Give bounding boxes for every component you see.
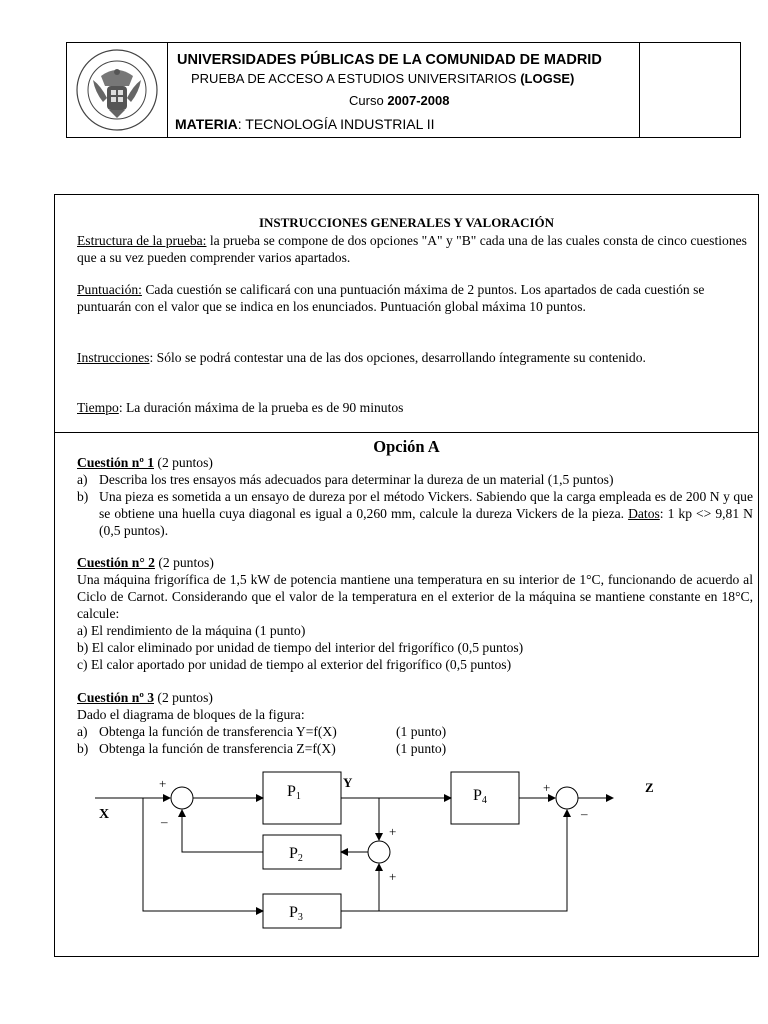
sum-junction-1 bbox=[171, 787, 193, 809]
q3-heading bbox=[77, 689, 753, 706]
q1-heading bbox=[77, 454, 753, 471]
sum1-plus-sign: + bbox=[159, 776, 167, 791]
p2-subscript: 2 bbox=[297, 853, 303, 864]
p1-subscript: 1 bbox=[295, 791, 301, 802]
q2-a: a) El rendimiento de la máquina (1 punto) bbox=[77, 623, 306, 638]
p2-label bbox=[289, 845, 303, 864]
option-a-title: Opción A bbox=[373, 437, 440, 456]
tiempo-label: Tiempo bbox=[77, 400, 119, 415]
puntuacion-paragraph bbox=[77, 281, 753, 315]
q1-a-text: Describa los tres ensayos más adecuados para determinar la dureza de un material (1,5 puntos) bbox=[99, 472, 614, 487]
q3-title: Cuestión nº 3 bbox=[77, 690, 155, 705]
q3-a-points: (1 punto) bbox=[396, 724, 447, 739]
q1-b-datos: : 1 kp <> 9,81 N (0,5 puntos). bbox=[99, 506, 753, 538]
tiempo-text: : La duración máxima de la prueba es de 90 minutos bbox=[118, 400, 404, 415]
q1-b-text bbox=[99, 488, 753, 539]
q1-b-datos-label: Datos bbox=[628, 506, 660, 521]
tiempo-paragraph bbox=[77, 399, 753, 416]
p3-to-sum2-arrow bbox=[341, 864, 379, 911]
p2-letter: P bbox=[289, 845, 298, 862]
exam-body bbox=[54, 194, 759, 957]
curso-value: 2007-2008 bbox=[387, 93, 450, 108]
q3-a-text: Obtenga la función de transferencia Y=f(X) bbox=[99, 724, 337, 739]
label-y: Y bbox=[343, 775, 353, 790]
q3-b-text: Obtenga la función de transferencia Z=f(X) bbox=[99, 741, 336, 756]
block-diagram bbox=[95, 765, 715, 945]
q3-points: (2 puntos) bbox=[154, 690, 213, 705]
q2-c: c) El calor aportado por unidad de tiempo al exterior del frigorífico (0,5 puntos) bbox=[77, 657, 512, 672]
q2-heading bbox=[77, 554, 753, 571]
p3-to-sum3-arrow bbox=[379, 810, 567, 911]
q1-points: (2 puntos) bbox=[154, 455, 213, 470]
university-title: UNIVERSIDADES PÚBLICAS DE LA COMUNIDAD DE MADRID bbox=[177, 52, 602, 68]
puntuacion-label: Puntuación: bbox=[77, 282, 142, 297]
sum2-plus-top-sign: + bbox=[389, 824, 397, 839]
p4-letter: P bbox=[473, 787, 482, 804]
section-divider bbox=[55, 432, 758, 433]
sum1-minus-sign: – bbox=[161, 814, 168, 829]
q3-a-marker: a) bbox=[77, 724, 88, 739]
subject bbox=[175, 116, 435, 132]
exam-title bbox=[191, 71, 574, 86]
exam-system: (LOGSE) bbox=[520, 71, 575, 86]
header-table bbox=[66, 42, 741, 138]
course-year bbox=[349, 93, 449, 108]
sum-junction-2 bbox=[368, 841, 390, 863]
q2-b: b) El calor eliminado por unidad de tiempo del interior del frigorífico (0,5 puntos) bbox=[77, 640, 524, 655]
p4-subscript: 4 bbox=[481, 795, 487, 806]
empty-code-cell bbox=[639, 43, 740, 137]
p1-letter: P bbox=[287, 783, 296, 800]
p3-label bbox=[289, 904, 303, 923]
q1-a-marker: a) bbox=[77, 472, 88, 487]
q1-title: Cuestión nº 1 bbox=[77, 455, 155, 470]
sum3-plus-sign: + bbox=[543, 780, 551, 795]
sum3-minus-sign: – bbox=[581, 806, 588, 821]
q2-title: Cuestión n° 2 bbox=[77, 555, 155, 570]
label-z: Z bbox=[645, 780, 654, 795]
q3-b-marker: b) bbox=[77, 741, 89, 756]
q1-b-marker: b) bbox=[77, 489, 89, 504]
estructura-text: la prueba se compone de dos opciones "A" y "B" cada una de las cuales consta de cinco cuestiones que a su vez pueden comprender varios apartados. bbox=[77, 233, 747, 265]
instrucciones-paragraph bbox=[77, 349, 697, 366]
university-seal-logo bbox=[71, 46, 163, 134]
q3-b-points: (1 punto) bbox=[396, 741, 447, 756]
q2-points: (2 puntos) bbox=[154, 555, 214, 570]
sum2-plus-bottom-sign: + bbox=[389, 869, 397, 884]
label-x: X bbox=[99, 807, 110, 822]
sum-junction-3 bbox=[556, 787, 578, 809]
instrucciones-text: : Sólo se podrá contestar una de las dos opciones, desarrollando íntegramente su contenido. bbox=[149, 350, 646, 365]
q3-intro: Dado el diagrama de bloques de la figura: bbox=[77, 707, 305, 722]
q2-intro: Una máquina frigorífica de 1,5 kW de potencia mantiene una temperatura en su interior de 1°C, funcionando de acuerdo al Ciclo de Carnot. Considerando que el valor de la temperatura en el exterior de la máquina se mantiene constante en 18°C, calcule: bbox=[77, 572, 753, 621]
materia-value: : TECNOLOGÍA INDUSTRIAL II bbox=[237, 116, 435, 132]
p1-label bbox=[287, 783, 301, 802]
p2-to-sum1-arrow bbox=[182, 810, 263, 852]
block-p1 bbox=[263, 772, 341, 824]
estructura-paragraph bbox=[77, 232, 753, 266]
logo-cell bbox=[67, 43, 168, 137]
estructura-label: Estructura de la prueba: bbox=[77, 233, 207, 248]
materia-label: MATERIA bbox=[175, 116, 238, 132]
p3-subscript: 3 bbox=[297, 912, 303, 923]
p3-letter: P bbox=[289, 904, 298, 921]
instructions-title: INSTRUCCIONES GENERALES Y VALORACIÓN bbox=[258, 215, 555, 230]
p4-label bbox=[473, 787, 487, 806]
instrucciones-label: Instrucciones bbox=[77, 350, 150, 365]
puntuacion-text: Cada cuestión se calificará con una puntuación máxima de 2 puntos. Los apartados de cada cuestión se puntuarán con el valor que se indica en los enunciados. Puntuación global máxima 10 puntos. bbox=[77, 282, 705, 314]
q1-b-body: Una pieza es sometida a un ensayo de dureza por el método Vickers. Sabiendo que la carga empleada es de 200 N y que se obtiene una huella cuya diagonal es igual a 0,260 mm, calcule la dureza Vickers de la pieza. bbox=[99, 489, 753, 521]
curso-label: Curso bbox=[349, 93, 384, 108]
exam-title-prefix: PRUEBA DE ACCESO A ESTUDIOS UNIVERSITARIOS bbox=[191, 71, 517, 86]
